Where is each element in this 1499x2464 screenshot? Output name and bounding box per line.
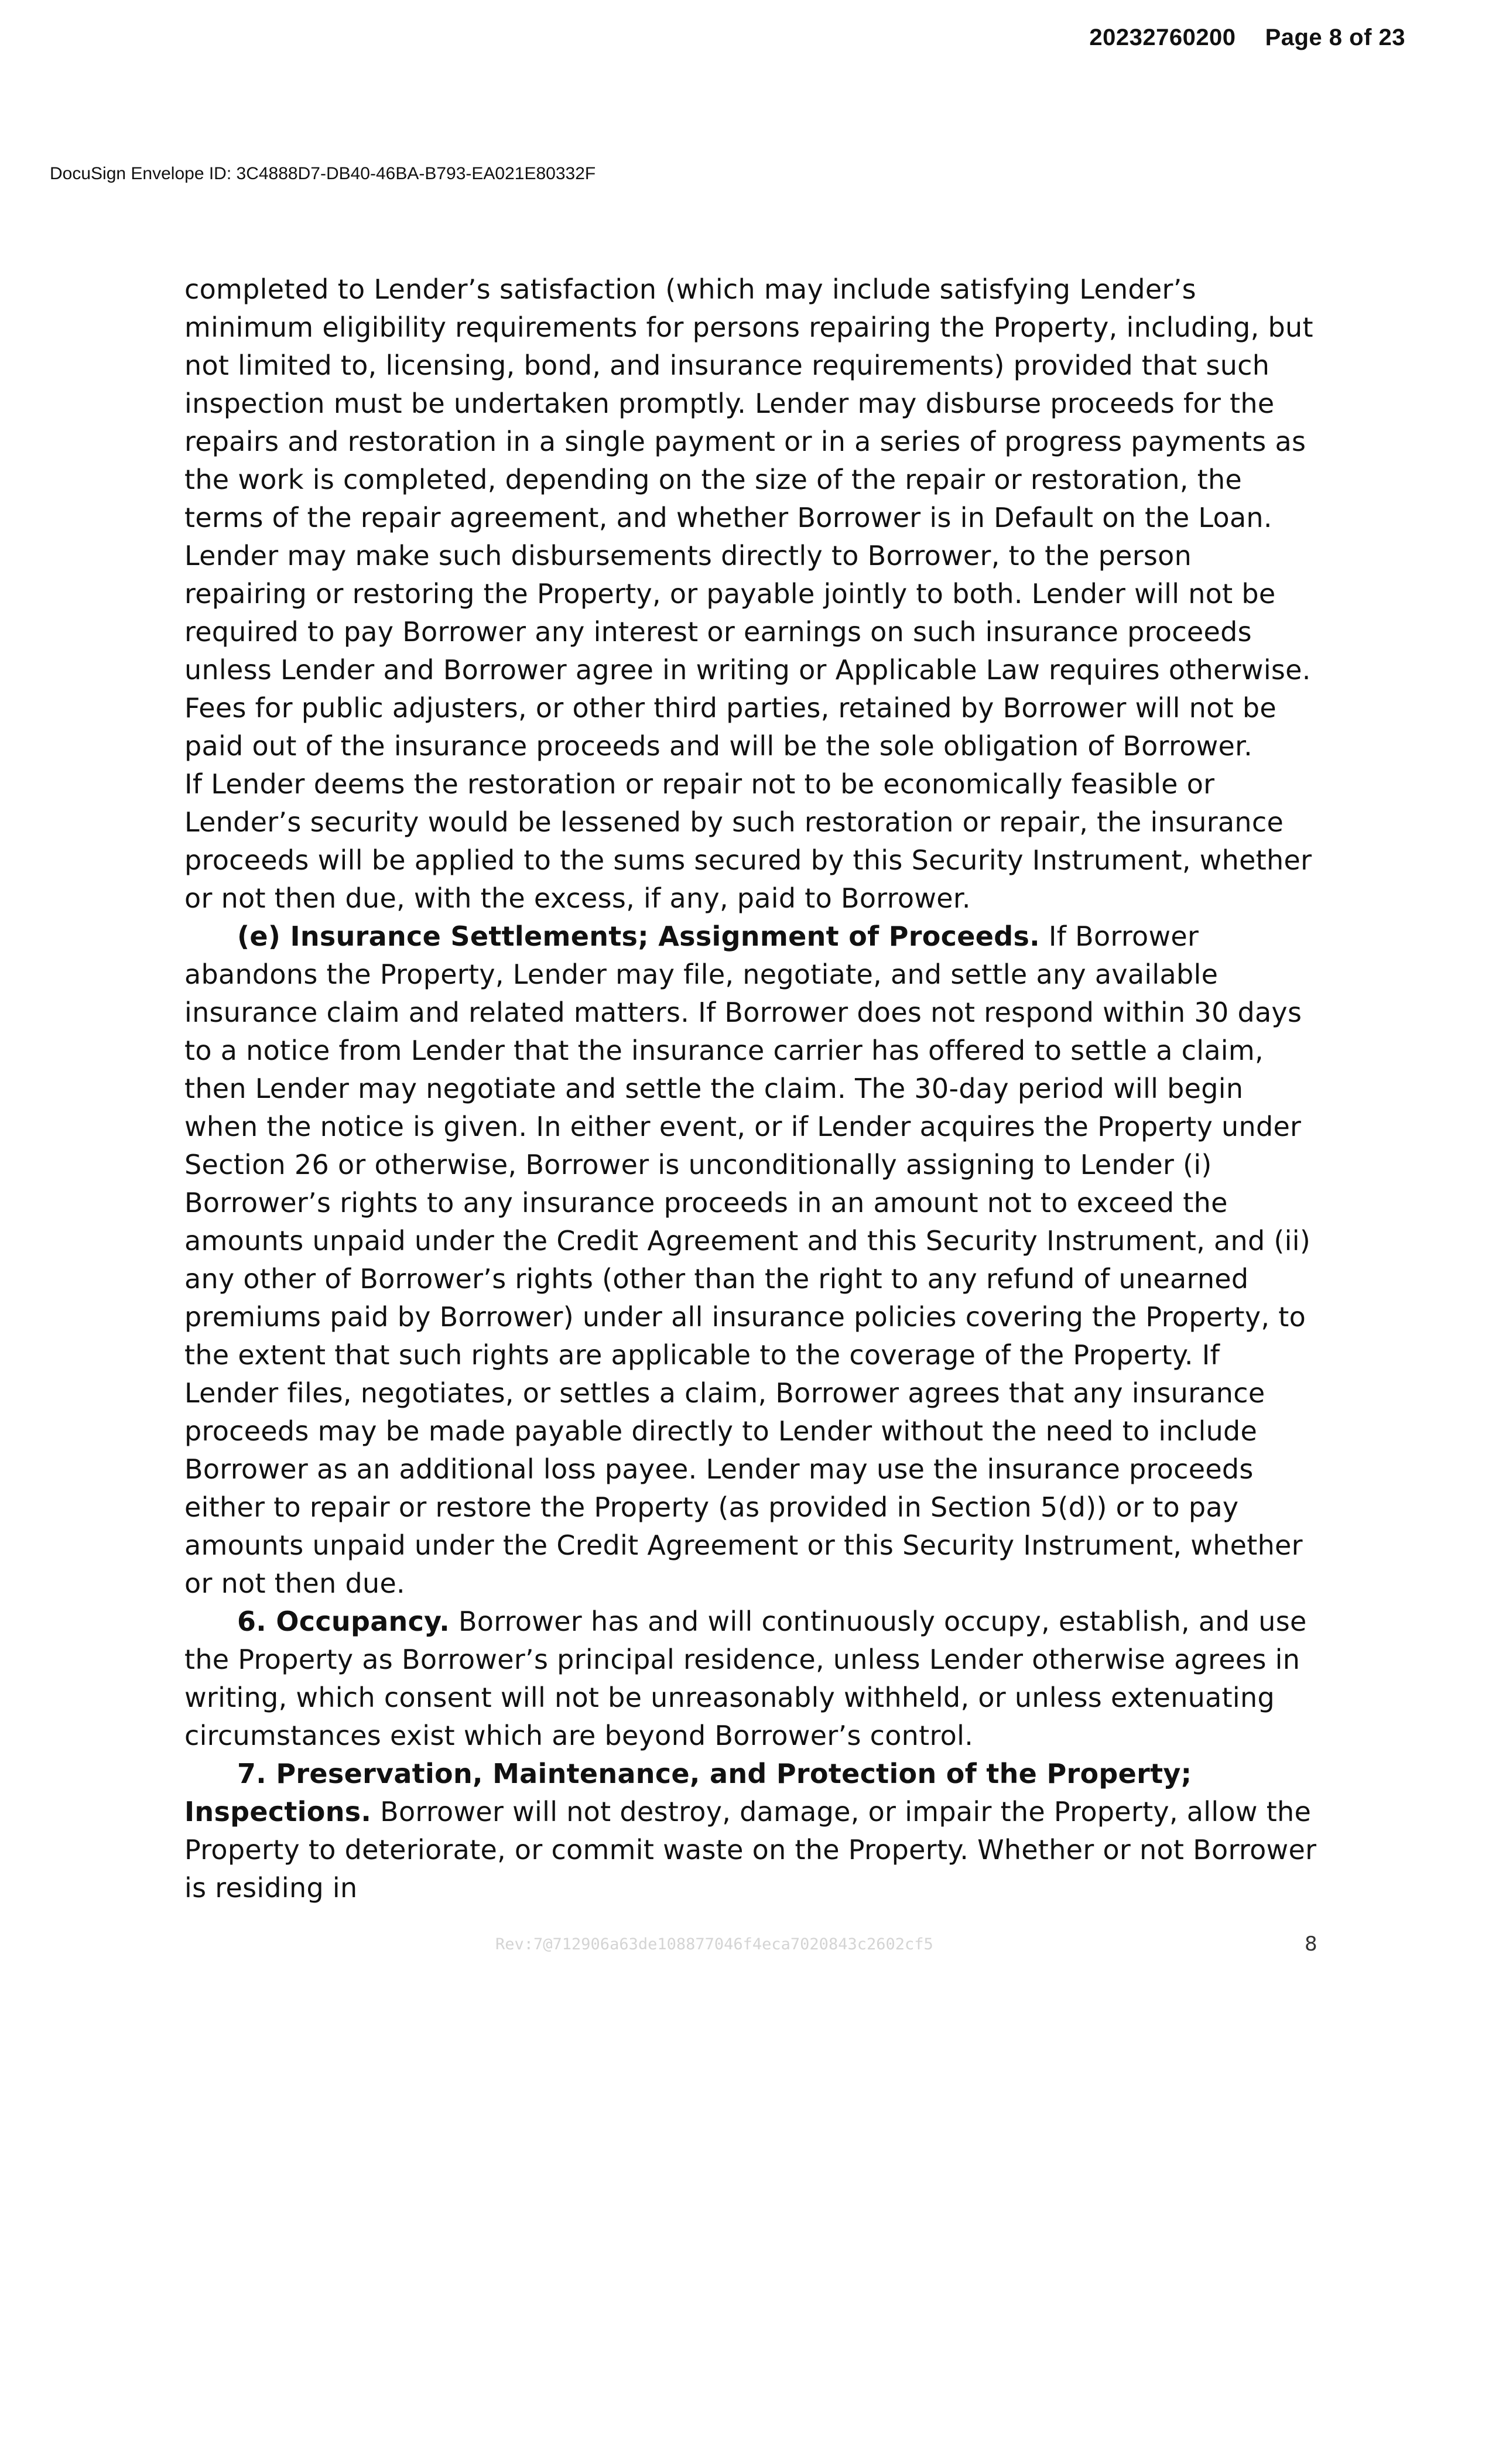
section-6-heading: 6. Occupancy. (237, 1606, 450, 1637)
section-6-text: Borrower has and will continuously occupy, establish, and use the Property as Borrower’s principal residence, unless Lender otherwise agrees in writing, which consent will not be unreasonably withheld, or unless extenuating circumstances exist which are beyond Borrower’s control. (184, 1606, 1307, 1751)
section-e-text: If Borrower abandons the Property, Lender may file, negotiate, and settle any available insurance claim and related matters. If Borrower does not respond within 30 days to a notice from Lender that the insurance carrier has offered to settle a claim, then Lender may negotiate and settle the claim. The 30-day period will begin when the notice is given. In either event, or if Lender acquires the Property under Section 26 or otherwise, Borrower is unconditionally assigning to Lender (i) Borrower’s rights to any insurance proceeds in an amount not to exceed the amounts unpaid under the Credit Agreement and this Security Instrument, and (ii) any other of Borrower’s rights (other than the right to any refund of unearned premiums paid by Borrower) under all insurance policies covering the Property, to the extent that such rights are applicable to the coverage of the Property. If Lender files, negotiates, or settles a claim, Borrower agrees that any insurance proceeds may be made payable directly to Lender without the need to include Borrower as an additional loss payee. Lender may use the insurance proceeds either to repair or restore the Property (as provided in Section 5(d)) or to pay amounts unpaid under the Credit Agreement or this Security Instrument, whether or not then due. (184, 920, 1311, 1599)
section-e-insurance-settlements (184, 918, 1320, 1603)
document-number: 20232760200 (1089, 25, 1236, 50)
footer-page-number: 8 (1305, 1932, 1317, 1956)
section-6-occupancy (184, 1603, 1320, 1755)
section-7-heading: 7. Preservation, Maintenance, and Protection of the Property; Inspections. (184, 1758, 1192, 1828)
page-header (1089, 25, 1405, 51)
section-e-heading: (e) Insurance Settlements; Assignment of Proceeds. (237, 920, 1040, 952)
page-label: Page 8 of 23 (1265, 25, 1405, 50)
section-7-preservation (184, 1755, 1320, 1907)
paragraph-restoration: If Lender deems the restoration or repair not to be economically feasible or Lender’s security would be lessened by such restoration or repair, the insurance proceeds will be applied to the sums secured by this Security Instrument, whether or not then due, with the excess, if any, paid to Borrower. (184, 768, 1312, 914)
paragraph-continued: completed to Lender’s satisfaction (which may include satisfying Lender’s minimum eligibility requirements for persons repairing the Property, including, but not limited to, licensing, bond, and insurance requirements) provided that such inspection must be undertaken promptly. Lender may disburse proceeds for the repairs and restoration in a single payment or in a series of progress payments as the work is completed, depending on the size of the repair or restoration, the terms of the repair agreement, and whether Borrower is in Default on the Loan. Lender may make such disbursements directly to Borrower, to the person repairing or restoring the Property, or payable jointly to both. Lender will not be required to pay Borrower any interest or earnings on such insurance proceeds unless Lender and Borrower agree in writing or Applicable Law requires otherwise. Fees for public adjusters, or other third parties, retained by Borrower will not be paid out of the insurance proceeds and will be the sole obligation of Borrower. (184, 273, 1313, 762)
revision-hash: Rev:7@712906a63de108877046f4eca7020843c2602cf5 (495, 1935, 933, 1953)
docusign-envelope-id: DocuSign Envelope ID: 3C4888D7-DB40-46BA-B793-EA021E80332F (50, 164, 596, 183)
document-body (184, 271, 1320, 1907)
section-7-text: Borrower will not destroy, damage, or impair the Property, allow the Property to deteriorate, or commit waste on the Property. Whether or not Borrower is residing in (184, 1796, 1317, 1904)
